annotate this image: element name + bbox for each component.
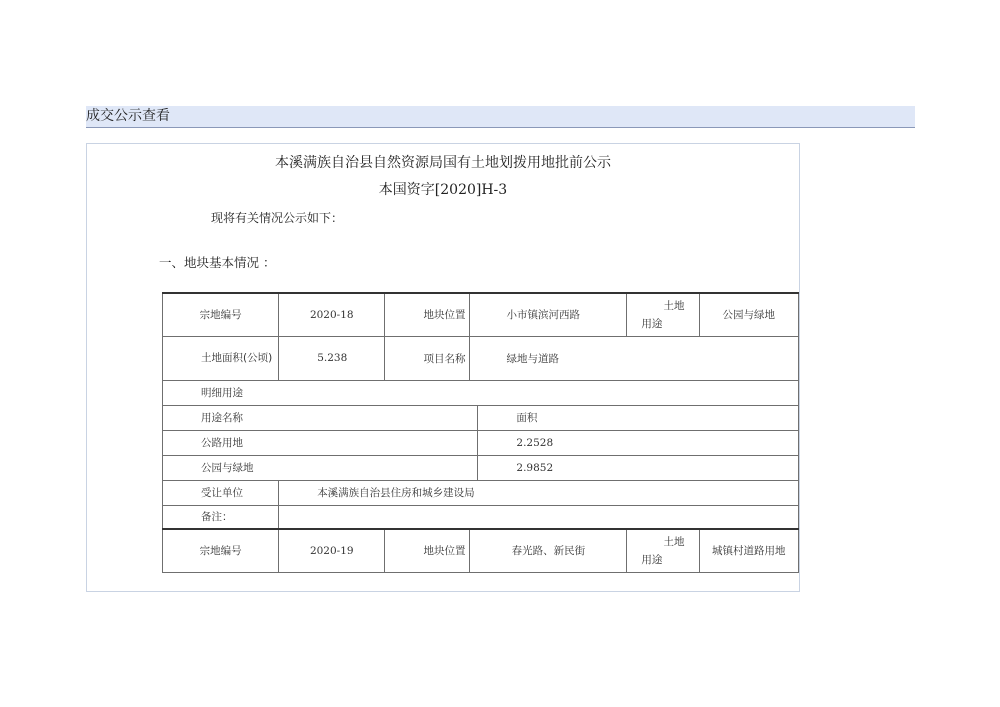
remark-row [163,505,799,529]
assignee-label: 受让单位 [163,480,279,505]
land-use-label [627,293,699,336]
land-use-value: 城镇村道路用地 [699,529,798,572]
parcel-row [163,293,799,336]
document-number: 本国资字[2020]H-3 [378,182,508,198]
table-row [163,430,799,455]
intro-text: 现将有关情况公示如下： [211,211,344,225]
project-name-value: 绿地与道路 [470,336,799,380]
use-area: 2.2528 [478,430,799,455]
use-name-header: 用途名称 [163,405,478,430]
parcel-id: 2020-19 [279,529,385,572]
location-label: 地块位置 [385,293,470,336]
land-use-label-line2: 用途 [641,317,663,330]
detail-row [163,380,799,405]
use-area-header: 面积 [478,405,799,430]
land-use-label-line2: 用途 [641,553,663,566]
section-heading: 一、地块基本情况 ： [159,255,276,270]
land-use-label-line1: 土地 [663,299,685,312]
area-row [163,336,799,380]
header-title: 成交公示查看 [86,108,170,124]
assignee-row [163,480,799,505]
document-title: 本溪满族自治县自然资源局国有土地划拨用地批前公示 [275,155,611,171]
remark-value [279,505,799,529]
assignee-value: 本溪满族自治县住房和城乡建设局 [279,480,799,505]
parcel-id-label: 宗地编号 [163,293,279,336]
document-frame [86,143,800,592]
detail-header-row [163,405,799,430]
land-area-label: 土地面积(公顷) [163,336,279,380]
location-value: 小市镇滨河西路 [470,293,627,336]
table-row [163,455,799,480]
remark-label: 备注： [163,505,279,529]
project-name-label: 项目名称 [385,336,470,380]
use-area: 2.9852 [478,455,799,480]
location-value: 春光路、新民街 [470,529,627,572]
detail-use-label: 明细用途 [163,380,799,405]
header-bar [86,106,915,128]
use-name: 公园与绿地 [163,455,478,480]
parcel-id: 2020-18 [279,293,385,336]
parcel-id-label: 宗地编号 [163,529,279,572]
land-use-label-line1: 土地 [663,535,685,548]
use-name: 公路用地 [163,430,478,455]
land-use-label [627,529,699,572]
land-area-value: 5.238 [279,336,385,380]
land-use-value: 公园与绿地 [699,293,798,336]
parcel-row [163,529,799,572]
parcel-table [162,292,799,573]
location-label: 地块位置 [385,529,470,572]
